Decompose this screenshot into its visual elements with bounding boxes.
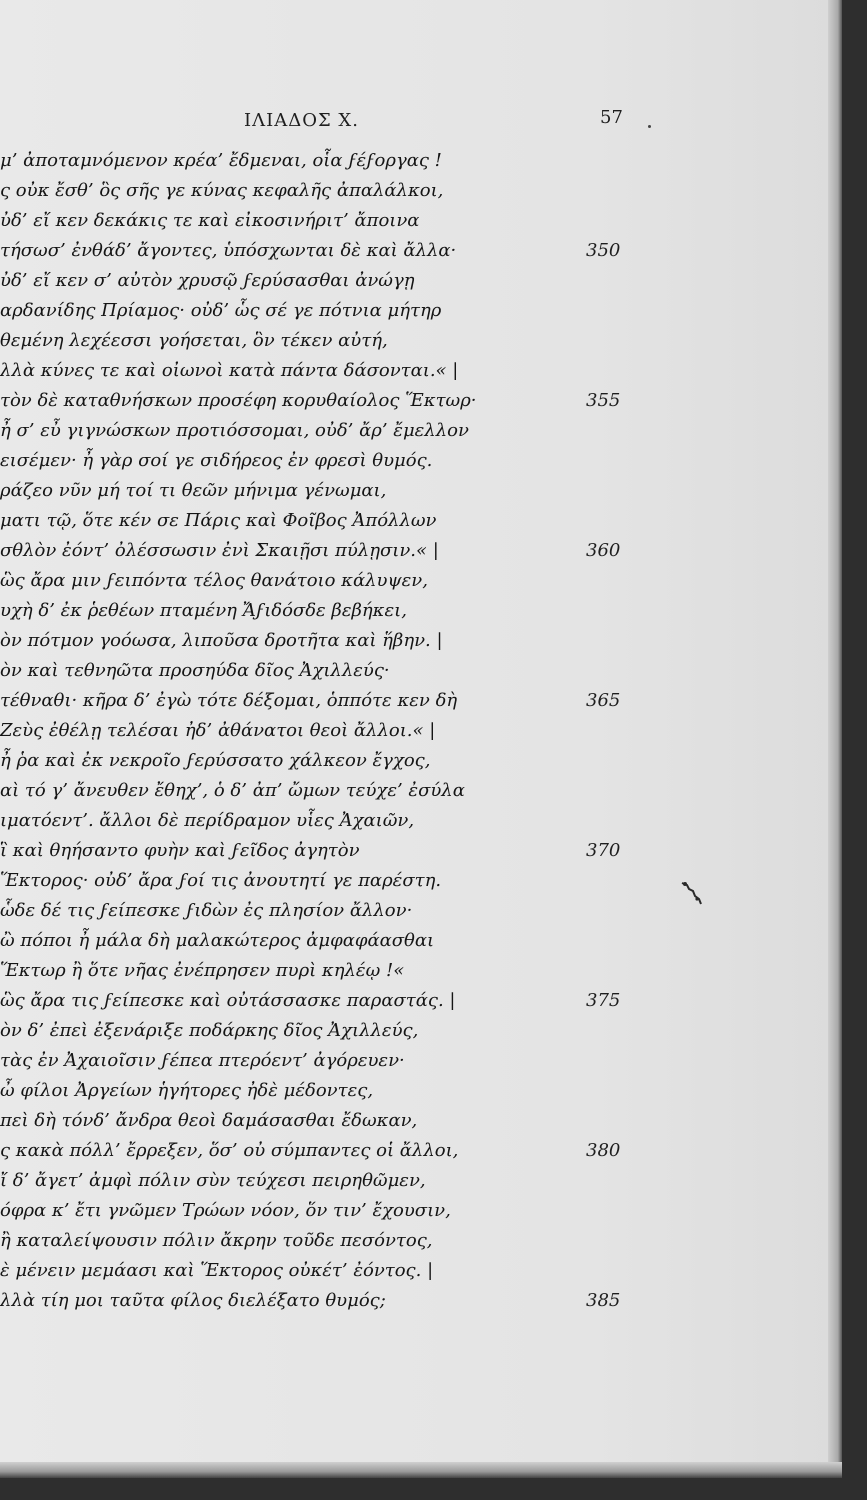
running-header	[0, 104, 630, 134]
verse-text: θεμένη λεχέεσσι γοήσεται, ὃν τέκεν αὐτή,	[0, 330, 388, 351]
verse-line	[0, 266, 660, 296]
verse-text: μ’ ἀποταμνόμενον κρέα’ ἔδμεναι, οἷα ϝέϝοργας !	[0, 150, 442, 171]
verse-text: Ἕκτωρ ἢ ὅτε νῆας ἐνέπρησεν πυρὶ κηλέῳ !«	[0, 960, 405, 981]
verse-text: ς οὐκ ἔσθ’ ὃς σῆς γε κύνας κεφαλῆς ἀπαλάλκοι,	[0, 180, 444, 201]
verse-line	[0, 536, 660, 566]
verse-lines	[0, 146, 660, 1316]
verse-line	[0, 776, 660, 806]
verse-line	[0, 146, 660, 176]
verse-line	[0, 236, 660, 266]
verse-line	[0, 716, 660, 746]
verse-line	[0, 356, 660, 386]
verse-line	[0, 1016, 660, 1046]
verse-text: αρδανίδης Πρίαμος· οὐδ’ ὧς σέ γε πότνια μήτηρ	[0, 300, 442, 321]
verse-text: ράζεο νῦν μή τοί τι θεῶν μήνιμα γένωμαι,	[0, 480, 387, 501]
verse-text: ὐδ’ εἴ κεν σ’ αὐτὸν χρυσῷ ϝερύσασθαι ἀνώγῃ	[0, 270, 415, 291]
verse-line	[0, 926, 660, 956]
verse-line	[0, 1046, 660, 1076]
line-number: 375	[586, 990, 621, 1011]
verse-text: ματι τῷ, ὅτε κέν σε Πάρις καὶ Φοῖβος Ἀπόλλων	[0, 510, 437, 531]
verse-text: τὰς ἐν Ἀχαιοῖσιν ϝέπεα πτερόεντ’ ἀγόρευεν·	[0, 1050, 405, 1071]
page-edge-bottom	[0, 1462, 842, 1478]
line-number: 365	[586, 690, 621, 711]
verse-text: ιματόεντ’. ἄλλοι δὲ περίδραμον υἷες Ἀχαιῶν,	[0, 810, 415, 831]
verse-text: Ζεὺς ἐθέλῃ τελέσαι ἠδ’ ἀθάνατοι θεοὶ ἄλλοι.« |	[0, 720, 436, 741]
verse-text: ἴ δ’ ἄγετ’ ἀμφὶ πόλιν σὺν τεύχεσι πειρηθῶμεν,	[0, 1170, 426, 1191]
verse-text: ὦ φίλοι Ἀργείων ἡγήτορες ἠδὲ μέδοντες,	[0, 1080, 374, 1101]
line-number: 360	[586, 540, 621, 561]
verse-line	[0, 836, 660, 866]
ink-dot	[648, 125, 651, 128]
verse-text: αὶ τό γ’ ἄνευθεν ἔθηχ’, ὁ δ’ ἀπ’ ὤμων τεύχε’ ἐσύλα	[0, 780, 465, 801]
verse-text: ὣς ἄρα μιν ϝειπόντα τέλος θανάτοιο κάλυψεν,	[0, 570, 428, 591]
verse-text: ς κακὰ πόλλ’ ἔρρεξεν, ὅσ’ οὐ σύμπαντες οἱ ἄλλοι,	[0, 1140, 459, 1161]
running-title: ΙΛΙΑΔΟΣ Χ.	[244, 110, 359, 131]
verse-line	[0, 1226, 660, 1256]
verse-text: ὸν πότμον γοόωσα, λιποῦσα δροτῆτα καὶ ἥβην. |	[0, 630, 443, 651]
verse-text: λλὰ τίη μοι ταῦτα φίλος διελέξατο θυμός;	[0, 1290, 386, 1311]
verse-text: ὧδε δέ τις ϝείπεσκε ϝιδὼν ἐς πλησίον ἄλλον·	[0, 900, 413, 921]
verse-text: τὸν δὲ καταθνήσκων προσέφη κορυθαίολος Ἕκτωρ·	[0, 390, 477, 411]
verse-text: ἢ καταλείψουσιν πόλιν ἄκρην τοῦδε πεσόντος,	[0, 1230, 433, 1251]
verse-line	[0, 896, 660, 926]
page-edge-right	[828, 0, 842, 1478]
verse-line	[0, 296, 660, 326]
line-number: 355	[586, 390, 621, 411]
verse-line	[0, 476, 660, 506]
verse-line	[0, 386, 660, 416]
verse-text: εισέμεν· ἦ γὰρ σοί γε σιδήρεος ἐν φρεσὶ θυμός.	[0, 450, 433, 471]
verse-text: υχὴ δ’ ἐκ ῥεθέων πταμένη Ἄϝιδόσδε βεβήκει,	[0, 600, 407, 621]
verse-text: ὐδ’ εἴ κεν δεκάκις τε καὶ εἰκοσινήριτ’ ἄποινα	[0, 210, 420, 231]
verse-line	[0, 1286, 660, 1316]
line-number: 350	[586, 240, 621, 261]
verse-text: Ἕκτορος· οὐδ’ ἄρα ϝοί τις ἀνουτητί γε παρέστη.	[0, 870, 442, 891]
verse-line	[0, 176, 660, 206]
verse-text: ὸν δ’ ἐπεὶ ἐξενάριξε ποδάρκης δῖος Ἀχιλλεύς,	[0, 1020, 419, 1041]
verse-text: λλὰ κύνες τε καὶ οἰωνοὶ κατὰ πάντα δάσονται.« |	[0, 360, 459, 381]
verse-line	[0, 956, 660, 986]
verse-text: ὸν καὶ τεθνηῶτα προσηύδα δῖος Ἀχιλλεύς·	[0, 660, 390, 681]
verse-text: ἳ καὶ θηήσαντο φυὴν καὶ ϝεῖδος ἀγητὸν	[0, 840, 360, 861]
verse-line	[0, 1106, 660, 1136]
verse-line	[0, 446, 660, 476]
line-number: 380	[586, 1140, 621, 1161]
verse-line	[0, 206, 660, 236]
verse-text: ἦ σ’ εὖ γιγνώσκων προτιόσσομαι, οὐδ’ ἄρ’ ἔμελλον	[0, 420, 469, 441]
verse-line	[0, 1256, 660, 1286]
verse-line	[0, 596, 660, 626]
verse-text: σθλὸν ἐόντ’ ὀλέσσωσιν ἐνὶ Σκαιῇσι πύλῃσιν.« |	[0, 540, 439, 561]
verse-line	[0, 1136, 660, 1166]
verse-text: όφρα κ’ ἔτι γνῶμεν Τρώων νόον, ὅν τιν’ ἔχουσιν,	[0, 1200, 451, 1221]
verse-text: τέθναθι· κῆρα δ’ ἐγὼ τότε δέξομαι, ὁππότε κεν δὴ	[0, 690, 458, 711]
verse-line	[0, 566, 660, 596]
verse-text: πεὶ δὴ τόνδ’ ἄνδρα θεοὶ δαμάσασθαι ἔδωκαν,	[0, 1110, 418, 1131]
verse-line	[0, 506, 660, 536]
verse-line	[0, 1196, 660, 1226]
verse-line	[0, 656, 660, 686]
verse-line	[0, 1166, 660, 1196]
verse-text: ὲ μένειν μεμάασι καὶ Ἕκτορος οὐκέτ’ ἐόντος. |	[0, 1260, 434, 1281]
verse-line	[0, 686, 660, 716]
verse-text: τήσωσ’ ἐνθάδ’ ἄγοντες, ὑπόσχωνται δὲ καὶ ἄλλα·	[0, 240, 457, 261]
ink-speck	[680, 880, 702, 906]
verse-line	[0, 746, 660, 776]
verse-line	[0, 866, 660, 896]
page-number: 57	[600, 107, 623, 128]
verse-text: ὢ πόποι ἦ μάλα δὴ μαλακώτερος ἀμφαφάασθαι	[0, 930, 435, 951]
line-number: 370	[586, 840, 621, 861]
verse-line	[0, 1076, 660, 1106]
line-number: 385	[586, 1290, 621, 1311]
verse-text: ὣς ἄρα τις ϝείπεσκε καὶ οὐτάσσασκε παραστάς. |	[0, 990, 456, 1011]
verse-line	[0, 806, 660, 836]
verse-text: ἦ ῥα καὶ ἐκ νεκροῖο ϝερύσσατο χάλκεον ἔγχος,	[0, 750, 431, 771]
verse-line	[0, 326, 660, 356]
verse-line	[0, 986, 660, 1016]
verse-line	[0, 416, 660, 446]
verse-line	[0, 626, 660, 656]
